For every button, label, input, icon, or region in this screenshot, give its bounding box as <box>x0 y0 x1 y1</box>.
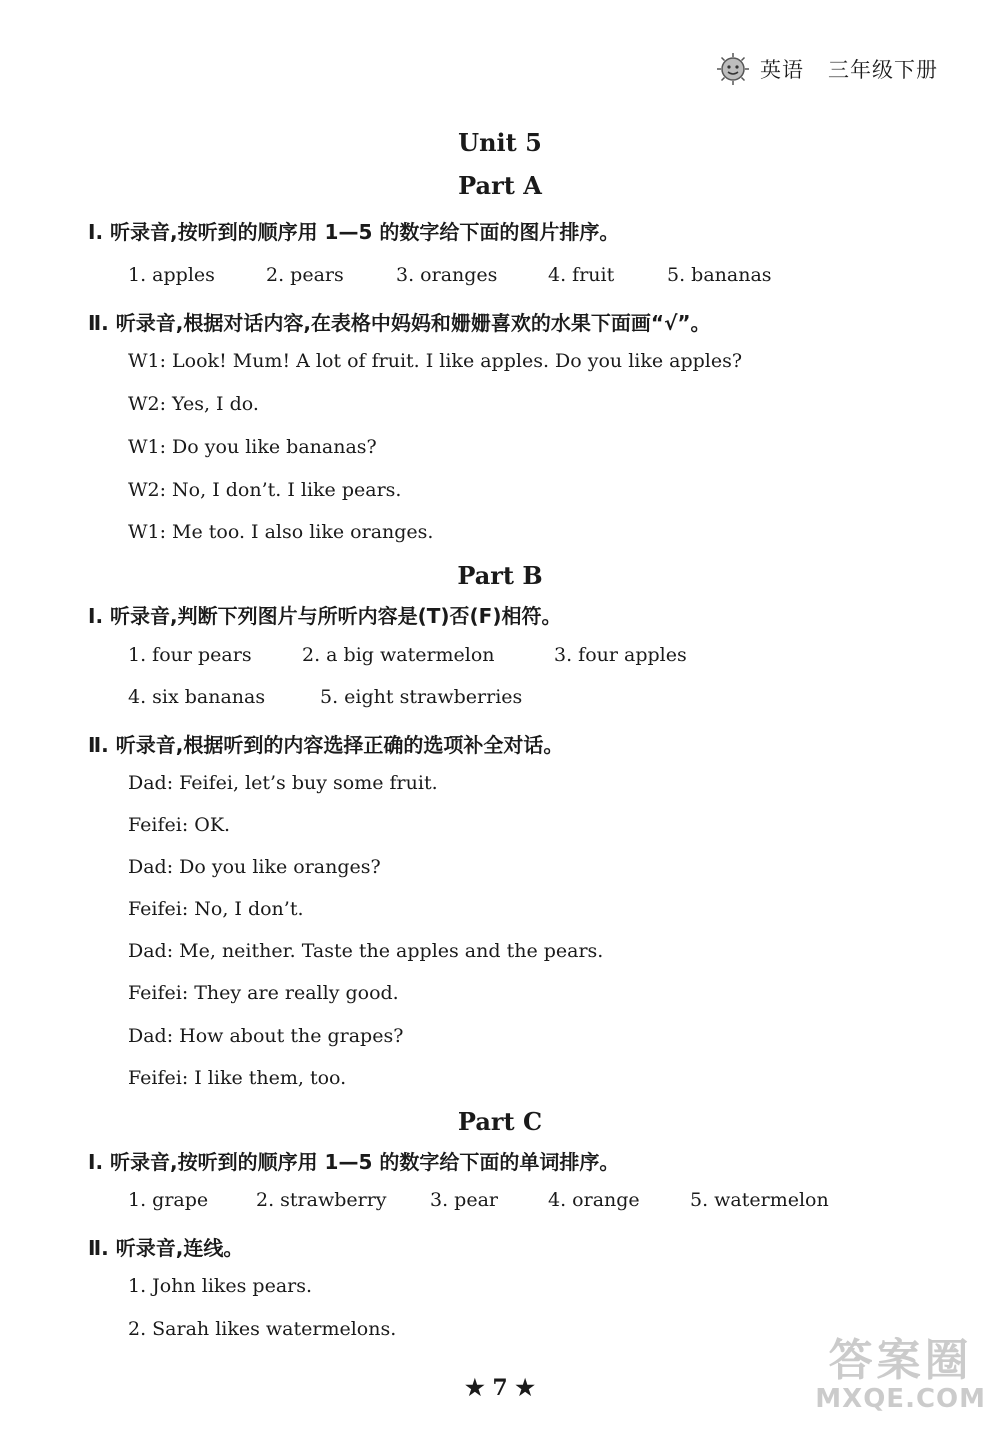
watermark-url: MXQE.COM <box>815 1384 986 1414</box>
dialogue-line: Feifei: OK. <box>128 814 231 836</box>
part-a-q1-option: 3. oranges <box>396 264 498 286</box>
dialogue-line: Dad: How about the grapes? <box>128 1025 404 1047</box>
part-a-q2-prompt: Ⅱ. 听录音,根据对话内容,在表格中妈妈和姗姗喜欢的水果下面画“√”。 <box>88 311 711 335</box>
sun-logo-icon <box>716 52 750 86</box>
matching-line: 1. John likes pears. <box>128 1275 313 1297</box>
unit-title: Unit 5 <box>458 128 542 157</box>
dialogue-line: Dad: Feifei, let’s buy some fruit. <box>128 772 438 794</box>
part-c-q1-option: 4. orange <box>548 1189 640 1211</box>
part-a-q1-option: 4. fruit <box>548 264 615 286</box>
part-b-q1-option: 5. eight strawberries <box>320 686 523 708</box>
header-grade: 三年级下册 <box>828 58 938 82</box>
part-c-q1-option: 3. pear <box>430 1189 498 1211</box>
dialogue-line: W1: Do you like bananas? <box>128 436 377 458</box>
watermark <box>815 1337 986 1413</box>
dialogue-line: W2: Yes, I do. <box>128 393 259 415</box>
part-c-q1-option: 2. strawberry <box>256 1189 387 1211</box>
part-b-q1-prompt: Ⅰ. 听录音,判断下列图片与所听内容是(T)否(F)相符。 <box>88 604 562 628</box>
part-b-q1-option: 1. four pears <box>128 644 252 666</box>
part-c-q1-option: 1. grape <box>128 1189 209 1211</box>
dialogue-line: Dad: Do you like oranges? <box>128 856 381 878</box>
header-subject: 英语 <box>760 58 804 82</box>
part-a-q1-option: 5. bananas <box>667 264 772 286</box>
part-b-q1-option: 2. a big watermelon <box>302 644 495 666</box>
part-b-title: Part B <box>457 561 543 590</box>
part-a-title: Part A <box>458 171 542 200</box>
dialogue-line: W1: Look! Mum! A lot of fruit. I like apples. Do you like apples? <box>128 350 743 372</box>
part-b-q2-prompt: Ⅱ. 听录音,根据听到的内容选择正确的选项补全对话。 <box>88 733 564 757</box>
page-header <box>716 52 938 86</box>
dialogue-line: W2: No, I don’t. I like pears. <box>128 479 402 501</box>
page-number: ★ 7 ★ <box>464 1375 536 1401</box>
part-b-q1-option: 3. four apples <box>554 644 687 666</box>
dialogue-line: W1: Me too. I also like oranges. <box>128 521 434 543</box>
part-c-q1-prompt: Ⅰ. 听录音,按听到的顺序用 1—5 的数字给下面的单词排序。 <box>88 1150 620 1174</box>
part-a-q1-prompt: Ⅰ. 听录音,按听到的顺序用 1—5 的数字给下面的图片排序。 <box>88 220 620 244</box>
watermark-text: 答案圈 <box>828 1335 973 1386</box>
part-b-q1-option: 4. six bananas <box>128 686 266 708</box>
part-a-q1-option: 2. pears <box>266 264 344 286</box>
dialogue-line: Feifei: I like them, too. <box>128 1067 347 1089</box>
dialogue-line: Dad: Me, neither. Taste the apples and the pears. <box>128 940 604 962</box>
part-c-q1-option: 5. watermelon <box>690 1189 829 1211</box>
dialogue-line: Feifei: They are really good. <box>128 982 399 1004</box>
part-c-q2-prompt: Ⅱ. 听录音,连线。 <box>88 1236 244 1260</box>
part-c-title: Part C <box>457 1107 543 1136</box>
dialogue-line: Feifei: No, I don’t. <box>128 898 304 920</box>
matching-line: 2. Sarah likes watermelons. <box>128 1318 397 1340</box>
part-a-q1-option: 1. apples <box>128 264 215 286</box>
